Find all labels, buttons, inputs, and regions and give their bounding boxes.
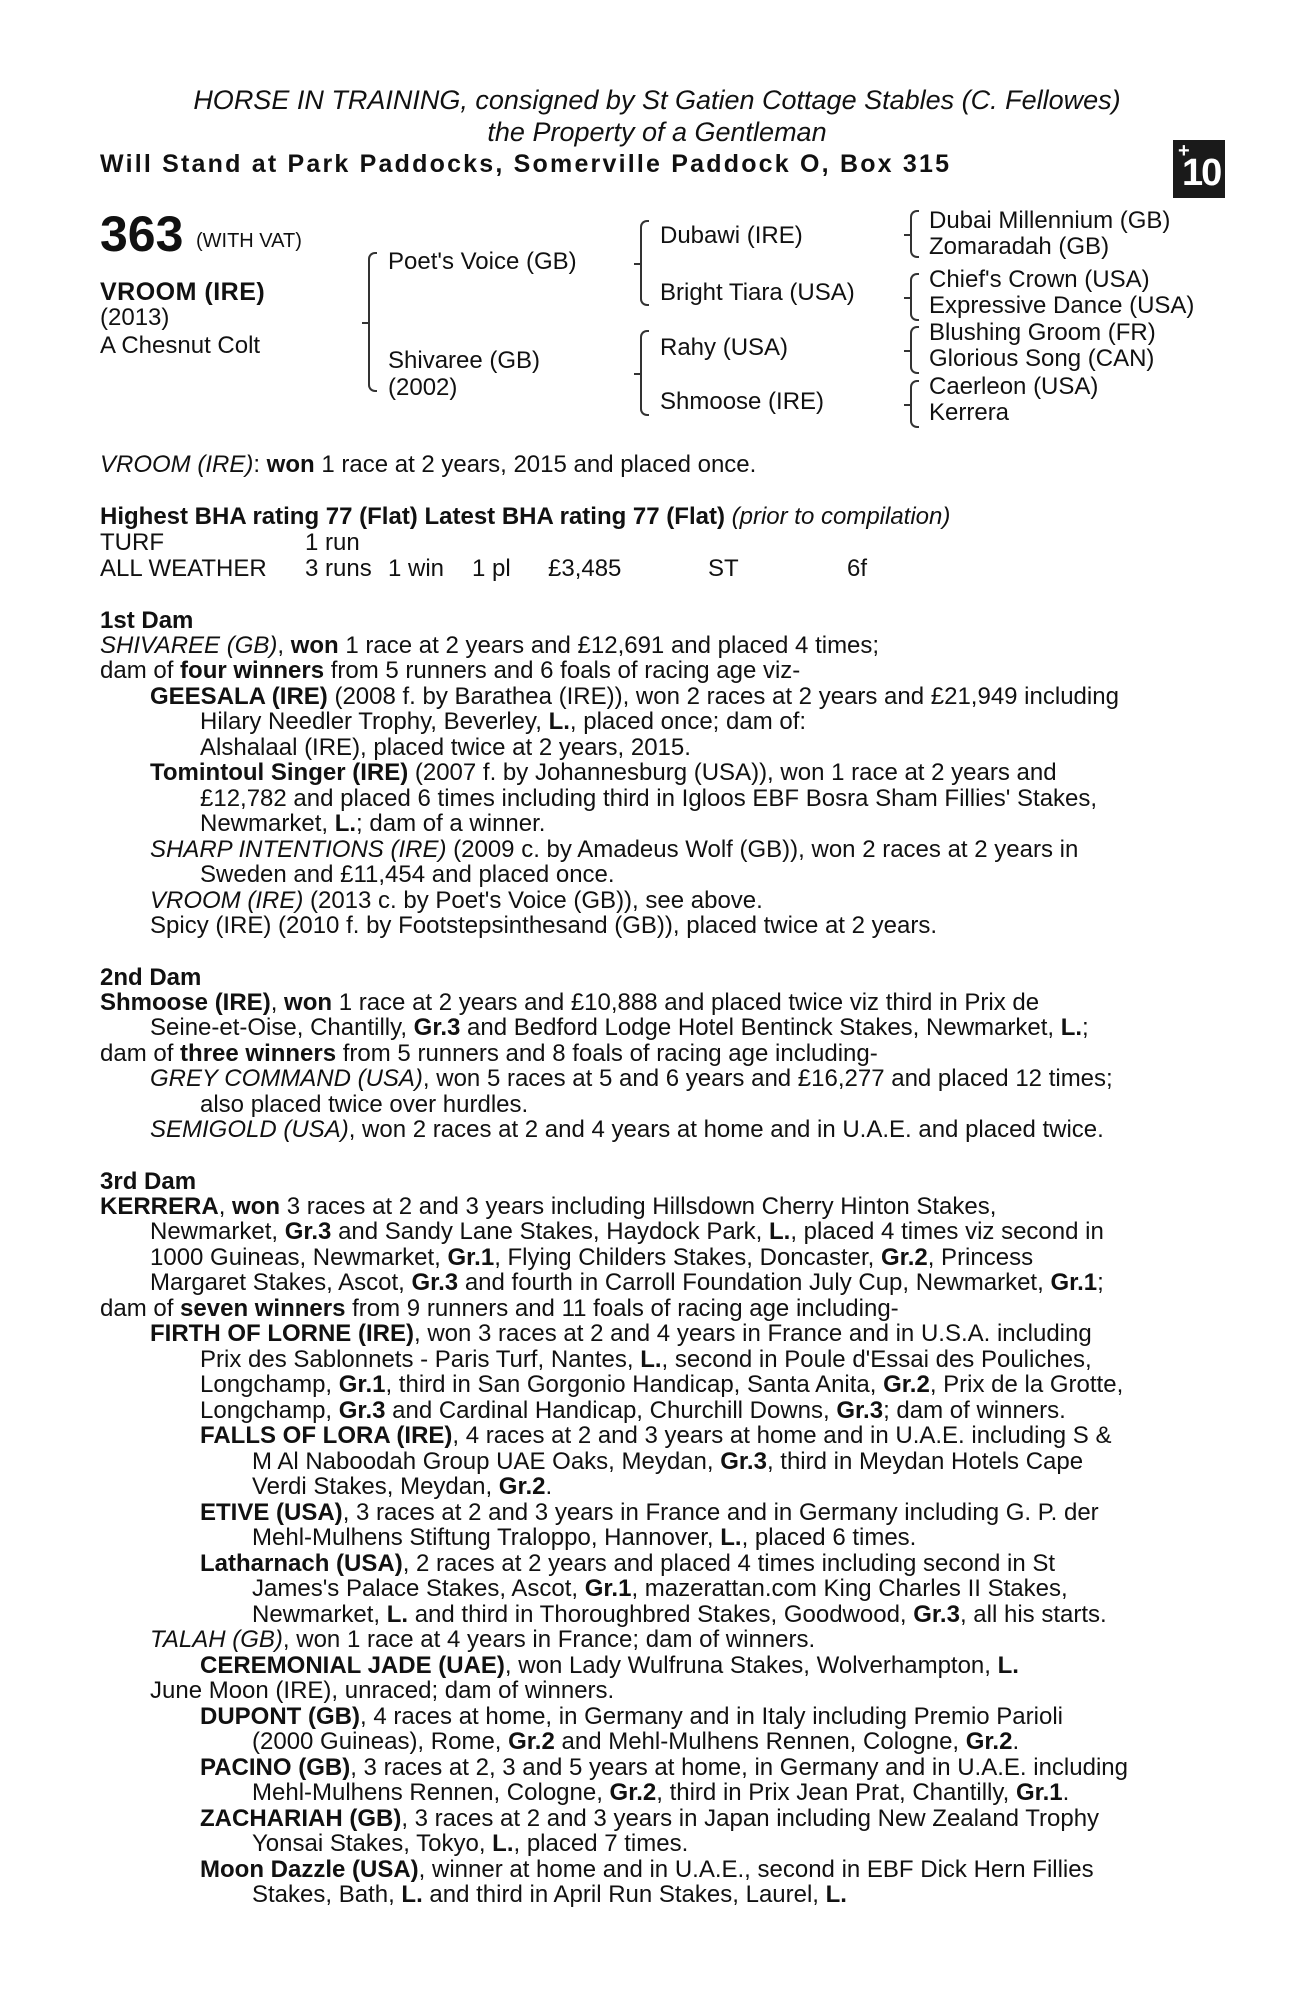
third-dam-heading: 3rd Dam [100,1168,197,1195]
third-dam-line: Longchamp, Gr.3 and Cardinal Handicap, Churchill Downs, Gr.3; dam of winners. [200,1397,1066,1424]
third-dam-line: DUPONT (GB), 4 races at home, in Germany and in Italy including Premio Parioli [200,1703,1063,1730]
first-dam-line: £12,782 and placed 6 times including third in Igloos EBF Bosra Sham Fillies' Stakes, [200,785,1098,812]
pedigree-sire: Poet's Voice (GB) [388,248,577,275]
third-dam-line: Verdi Stakes, Meydan, Gr.2. [252,1473,553,1500]
pedigree-gen3-4: Expressive Dance (USA) [929,292,1195,319]
second-dam-line: dam of three winners from 5 runners and 8 foals of racing age including- [100,1040,878,1067]
third-dam-line: (2000 Guineas), Rome, Gr.2 and Mehl-Mulhens Rennen, Cologne, Gr.2. [252,1728,1020,1755]
horse-description: A Chesnut Colt [100,332,261,359]
pedigree-dam-sire: Rahy (USA) [660,334,789,361]
aw-placed: 1 pl [472,555,511,582]
first-dam-line: SHARP INTENTIONS (IRE) (2009 c. by Amadeus Wolf (GB)), won 2 races at 2 years in [150,836,1079,863]
third-dam-line: FALLS OF LORA (IRE), 4 races at 2 and 3 years at home and in U.A.E. including S & [200,1422,1112,1449]
pedigree-bracket [910,326,919,374]
third-dam-line: KERRERA, won 3 races at 2 and 3 years including Hillsdown Cherry Hinton Stakes, [100,1193,997,1220]
third-dam-line: Latharnach (USA), 2 races at 2 years and placed 4 times including second in St [200,1550,1056,1577]
ratings-title: Highest BHA rating 77 (Flat) Latest BHA rating 77 (Flat) [100,503,725,530]
third-dam-line: Newmarket, L. and third in Thoroughbred Stakes, Goodwood, Gr.3, all his starts. [252,1601,1107,1628]
aw-going: ST [708,555,739,582]
pedigree-gen3-1: Dubai Millennium (GB) [929,207,1171,234]
pedigree-bracket [640,330,649,416]
third-dam-line: Longchamp, Gr.1, third in San Gorgonio Handicap, Santa Anita, Gr.2, Prix de la Grotte, [200,1371,1124,1398]
second-dam-line: SEMIGOLD (USA), won 2 races at 2 and 4 years at home and in U.A.E. and placed twice. [150,1116,1104,1143]
turf-runs: 1 run [305,529,360,556]
pedigree-gen3-3: Chief's Crown (USA) [929,266,1150,293]
third-dam-line: PACINO (GB), 3 races at 2, 3 and 5 years at home, in Germany and in U.A.E. including [200,1754,1128,1781]
horse-year: (2013) [100,304,170,331]
aw-runs: 3 runs [305,555,372,582]
badge-number: 10 [1182,152,1221,194]
pedigree-gen3-5: Blushing Groom (FR) [929,319,1156,346]
third-dam-line: CEREMONIAL JADE (UAE), won Lady Wulfruna Stakes, Wolverhampton, L. [200,1652,1019,1679]
ratings-note: (prior to compilation) [731,503,951,530]
ratings-heading [100,504,950,530]
second-dam-heading: 2nd Dam [100,964,202,991]
third-dam-line: M Al Naboodah Group UAE Oaks, Meydan, Gr.3, third in Meydan Hotels Cape [252,1448,1084,1475]
third-dam-line: Margaret Stakes, Ascot, Gr.3 and fourth in Carroll Foundation July Cup, Newmarket, Gr.1; [150,1269,1104,1296]
aw-prize: £3,485 [548,555,622,582]
pedigree-bracket [368,252,377,392]
third-dam-line: ZACHARIAH (GB), 3 races at 2 and 3 years in Japan including New Zealand Trophy [200,1805,1100,1832]
third-dam-line: Mehl-Mulhens Rennen, Cologne, Gr.2, third in Prix Jean Prat, Chantilly, Gr.1. [252,1779,1070,1806]
third-dam-line: Newmarket, Gr.3 and Sandy Lane Stakes, Haydock Park, L., placed 4 times viz second in [150,1218,1104,1245]
vat-note: (WITH VAT) [196,230,302,252]
first-dam-line: VROOM (IRE) (2013 c. by Poet's Voice (GB)), see above. [150,887,763,914]
property-line: the Property of a Gentleman [487,117,827,147]
pedigree-gen3-2: Zomaradah (GB) [929,233,1110,260]
first-dam-line: Spicy (IRE) (2010 f. by Footstepsinthesand (GB)), placed twice at 2 years. [150,912,938,939]
first-dam-line: GEESALA (IRE) (2008 f. by Barathea (IRE)), won 2 races at 2 years and £21,949 including [150,683,1119,710]
stand-location: Will Stand at Park Paddocks, Somerville Paddock O, Box 315 [100,150,952,178]
pedigree-bracket [910,273,919,321]
third-dam-line: June Moon (IRE), unraced; dam of winners. [150,1677,615,1704]
aw-wins: 1 win [388,555,445,582]
third-dam-line: dam of seven winners from 9 runners and 11 foals of racing age including- [100,1295,899,1322]
third-dam-line: James's Palace Stakes, Ascot, Gr.1, mazerattan.com King Charles II Stakes, [252,1575,1068,1602]
badge-plus: + [1178,140,1190,162]
pedigree-bracket [640,220,649,306]
aw-distance: 6f [847,555,868,582]
pedigree-bracket [910,380,919,428]
third-dam-line: Moon Dazzle (USA), winner at home and in U.A.E., second in EBF Dick Hern Fillies [200,1856,1094,1883]
third-dam-line: Prix des Sablonnets - Paris Turf, Nantes, L., second in Poule d'Essai des Pouliches, [200,1346,1092,1373]
second-dam-line: Seine-et-Oise, Chantilly, Gr.3 and Bedford Lodge Hotel Bentinck Stakes, Newmarket, L.; [150,1014,1089,1041]
race-summary: VROOM (IRE): won 1 race at 2 years, 2015 and placed once. [100,451,757,478]
third-dam-line: 1000 Guineas, Newmarket, Gr.1, Flying Childers Stakes, Doncaster, Gr.2, Princess [150,1244,1034,1271]
third-dam-line: TALAH (GB), won 1 race at 4 years in France; dam of winners. [150,1626,816,1653]
pedigree-dam-dam: Shmoose (IRE) [660,388,825,415]
first-dam-heading: 1st Dam [100,607,194,634]
pedigree-gen3-8: Kerrera [929,399,1010,426]
third-dam-line: ETIVE (USA), 3 races at 2 and 3 years in France and in Germany including G. P. der [200,1499,1099,1526]
second-dam-line: Shmoose (IRE), won 1 race at 2 years and £10,888 and placed twice viz third in Prix de [100,989,1040,1016]
pedigree-bracket [910,210,919,258]
horse-name: VROOM (IRE) [100,278,266,306]
pedigree-dam-year: (2002) [388,374,458,401]
pedigree-sire-sire: Dubawi (IRE) [660,222,803,249]
first-dam-line: Sweden and £11,454 and placed once. [200,861,615,888]
pedigree-gen3-7: Caerleon (USA) [929,373,1099,400]
summary-text: 1 race at 2 years, 2015 and placed once. [321,451,757,478]
first-dam-line: Newmarket, L.; dam of a winner. [200,810,546,837]
first-dam-line: SHIVAREE (GB), won 1 race at 2 years and £12,691 and placed 4 times; [100,632,880,659]
third-dam-line: Yonsai Stakes, Tokyo, L., placed 7 times. [252,1830,689,1857]
pedigree-gen3-6: Glorious Song (CAN) [929,345,1155,372]
consignment-line: HORSE IN TRAINING, consigned by St Gatien Cottage Stables (C. Fellowes) [193,85,1121,115]
second-dam-line: GREY COMMAND (USA), won 5 races at 5 and 6 years and £16,277 and placed 12 times; [150,1065,1113,1092]
second-dam-line: also placed twice over hurdles. [200,1091,529,1118]
summary-horse-name: VROOM (IRE) [100,451,254,478]
third-dam-line: Mehl-Mulhens Stiftung Traloppo, Hannover, L., placed 6 times. [252,1524,917,1551]
summary-won: won [266,451,315,478]
first-dam-line: Tomintoul Singer (IRE) (2007 f. by Johannesburg (USA)), won 1 race at 2 years and [150,759,1057,786]
aw-label: ALL WEATHER [100,555,267,582]
sale-badge [1173,140,1225,198]
first-dam-line: Hilary Needler Trophy, Beverley, L., placed once; dam of: [200,708,807,735]
third-dam-line: Stakes, Bath, L. and third in April Run Stakes, Laurel, L. [252,1881,847,1908]
turf-label: TURF [100,529,164,556]
lot-number: 363 [100,206,184,262]
pedigree-dam: Shivaree (GB) [388,347,541,374]
pedigree-sire-dam: Bright Tiara (USA) [660,279,855,306]
third-dam-line: FIRTH OF LORNE (IRE), won 3 races at 2 and 4 years in France and in U.S.A. including [150,1320,1092,1347]
first-dam-line: dam of four winners from 5 runners and 6 foals of racing age viz- [100,657,801,684]
first-dam-line: Alshalaal (IRE), placed twice at 2 years, 2015. [200,734,691,761]
